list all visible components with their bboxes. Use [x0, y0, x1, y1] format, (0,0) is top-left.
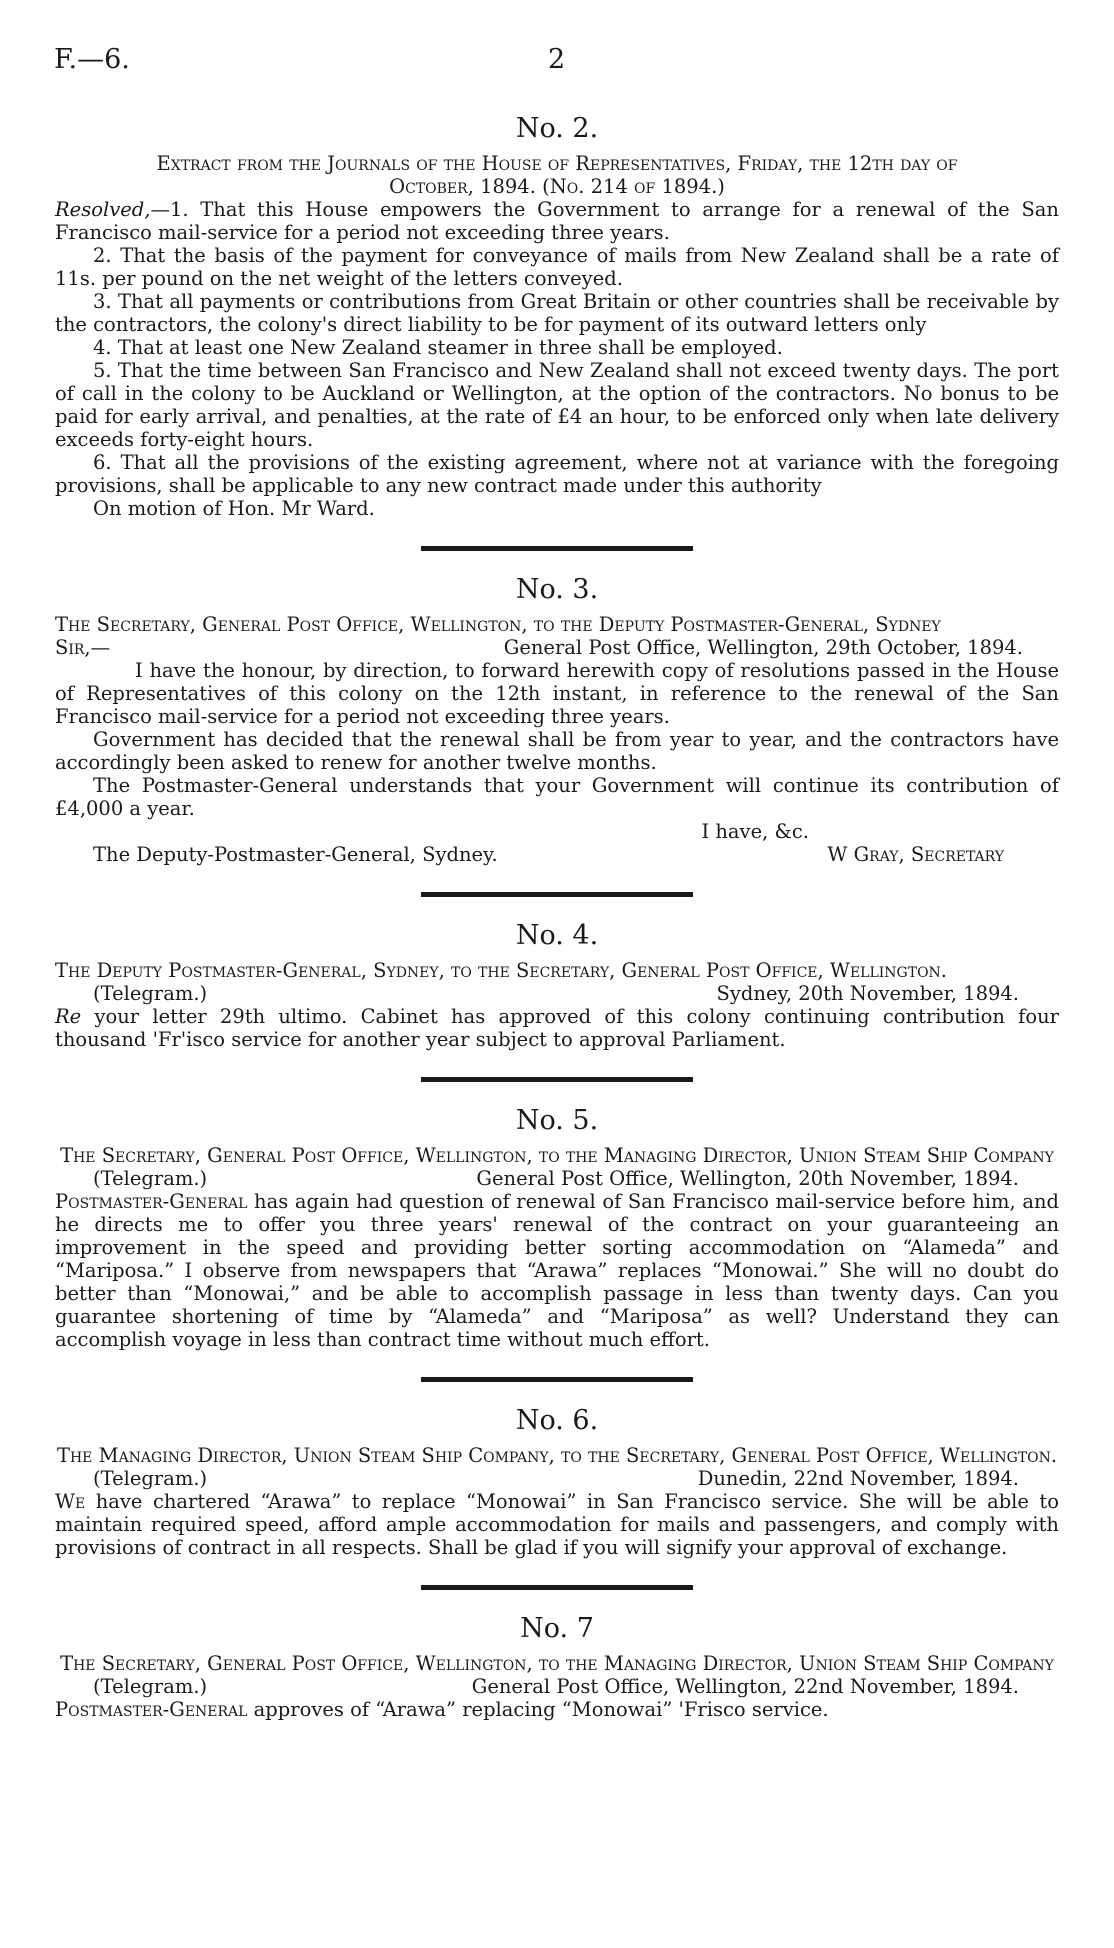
section-number: No. 5. — [515, 1105, 599, 1136]
letter-paragraph: I have the honour, by direction, to forward herewith copy of resolutions passed in the House of Representatives of this colony on the 12th instant, in reference to the renewal of the San Francisco mail-service for a period not exceeding three years. — [55, 659, 1059, 728]
dateline: Dunedin, 22nd November, 1894. — [697, 1467, 1019, 1490]
telegram-row — [55, 982, 1059, 1005]
section-heading-continued: October, 1894. (No. 214 of 1894.) — [389, 175, 725, 198]
section-no-7 — [55, 1614, 1059, 1721]
closing: I have, &c. — [701, 820, 809, 843]
section-no-2 — [55, 114, 1059, 520]
resolution-intro — [55, 198, 1059, 244]
telegram-label: (Telegram.) — [93, 1467, 208, 1490]
resolution-2: 2. That the basis of the payment for conveyance of mails from New Zealand shall be a rate of 11s. per pound on the net weight of the letters conveyed. — [55, 244, 1059, 290]
section-no-3 — [55, 575, 1059, 866]
telegram-text: have chartered “Arawa” to replace “Monowai” in San Francisco service. She will be able to maintain required speed, afford ample accommodation for mails and passengers, and comply with provisions of contract in all respects. Shall be glad if you will signify your approval of exchange. — [55, 1490, 1059, 1559]
signature: W Gray, Secretary — [827, 843, 1004, 866]
telegram-label: (Telegram.) — [93, 1675, 208, 1698]
telegram-body — [55, 1490, 1059, 1559]
telegram-body — [55, 1005, 1059, 1051]
section-number: No. 3. — [515, 574, 599, 605]
section-divider — [421, 892, 693, 897]
section-no-5 — [55, 1106, 1059, 1351]
re-label: Re — [55, 1005, 82, 1028]
section-divider — [421, 546, 693, 551]
section-heading: Extract from the Journals of the House of Representatives, Friday, the 12th day of — [156, 152, 958, 175]
lead-words: Postmaster-General — [55, 1190, 248, 1213]
telegram-text: your letter 29th ultimo. Cabinet has approved of this colony continuing contribution four thousand 'Fr'isco service for another year subject to approval Parliament. — [55, 1005, 1059, 1051]
section-heading: The Secretary, General Post Office, Wellington, to the Deputy Postmaster-General, Sydney — [55, 613, 941, 636]
section-heading: The Secretary, General Post Office, Wellington, to the Managing Director, Union Steam Ship Company — [60, 1144, 1054, 1167]
section-divider — [421, 1585, 693, 1590]
telegram-body — [55, 1190, 1059, 1351]
section-no-4 — [55, 921, 1059, 1051]
section-number: No. 2. — [515, 113, 599, 144]
section-heading: The Deputy Postmaster-General, Sydney, to the Secretary, General Post Office, Wellington. — [55, 959, 947, 982]
telegram-body — [55, 1698, 1059, 1721]
closing-row — [55, 820, 1059, 843]
dateline: General Post Office, Wellington, 20th November, 1894. — [476, 1167, 1019, 1190]
section-divider — [421, 1077, 693, 1082]
dateline: General Post Office, Wellington, 29th October, 1894. — [503, 636, 1023, 659]
letter-paragraph: Government has decided that the renewal shall be from year to year, and the contractors have accordingly been asked to renew for another twelve months. — [55, 728, 1059, 774]
section-heading: The Secretary, General Post Office, Wellington, to the Managing Director, Union Steam Ship Company — [60, 1652, 1054, 1675]
page-number: 2 — [548, 44, 566, 75]
telegram-label: (Telegram.) — [93, 1167, 208, 1190]
section-heading: The Managing Director, Union Steam Ship Company, to the Secretary, General Post Office, Wellington. — [56, 1444, 1058, 1467]
motion-line: On motion of Hon. Mr Ward. — [93, 497, 375, 520]
telegram-row — [55, 1167, 1059, 1190]
telegram-text: has again had question of renewal of San Francisco mail-service before him, and he directs me to offer you three years' renewal of the contract on your guaranteeing an improvement in the speed and providing better sorting accommodation on “Alameda” and “Mariposa.” I observe from newspapers that “Arawa” replaces “Monowai.” She will no doubt do better than “Monowai,” and be able to accomplish passage in less than twenty days. Can you guarantee shortening of time by “Alameda” and “Mariposa” as well? Understand they can accomplish voyage in less than contract time without much effort. — [55, 1190, 1059, 1351]
salutation-row — [55, 636, 1059, 659]
resolution-6: 6. That all the provisions of the existing agreement, where not at variance with the foregoing provisions, shall be applicable to any new contract made under this authority — [55, 451, 1059, 497]
dateline: Sydney, 20th November, 1894. — [716, 982, 1019, 1005]
resolution-5: 5. That the time between San Francisco and New Zealand shall not exceed twenty days. The port of call in the colony to be Auckland or Wellington, at the option of the contractors. No bonus to be paid for early arrival, and penalties, at the rate of £4 an hour, to be enforced only when late delivery exceeds forty-eight hours. — [55, 359, 1059, 451]
section-no-6 — [55, 1406, 1059, 1559]
telegram-text: approves of “Arawa” replacing “Monowai” 'Frisco service. — [247, 1698, 829, 1721]
signature-row — [55, 843, 1059, 866]
addressee: The Deputy-Postmaster-General, Sydney. — [93, 843, 498, 866]
section-number: No. 6. — [515, 1405, 599, 1436]
dateline: General Post Office, Wellington, 22nd November, 1894. — [471, 1675, 1019, 1698]
resolved-label: Resolved, — [55, 198, 151, 221]
resolution-3: 3. That all payments or contributions from Great Britain or other countries shall be receivable by the contractors, the colony's direct liability to be for payment of its outward letters only — [55, 290, 1059, 336]
resolution-4: 4. That at least one New Zealand steamer in three shall be employed. — [93, 336, 783, 359]
salutation: Sir,— — [55, 636, 111, 659]
telegram-row — [55, 1675, 1059, 1698]
telegram-row — [55, 1467, 1059, 1490]
resolution-1: —1. That this House empowers the Government to arrange for a renewal of the San Francisco mail-service for a period not exceeding three years. — [55, 198, 1059, 244]
section-number: No. 7 — [520, 1613, 594, 1644]
document-body — [55, 100, 1059, 1721]
lead-words: Postmaster-General — [55, 1698, 248, 1721]
telegram-label: (Telegram.) — [93, 982, 208, 1005]
lead-words: We — [55, 1490, 86, 1513]
letter-paragraph: The Postmaster-General understands that your Government will continue its contribution of £4,000 a year. — [55, 774, 1059, 820]
section-divider — [421, 1377, 693, 1382]
section-number: No. 4. — [515, 920, 599, 951]
page-header-reference: F.—6. — [54, 44, 130, 75]
